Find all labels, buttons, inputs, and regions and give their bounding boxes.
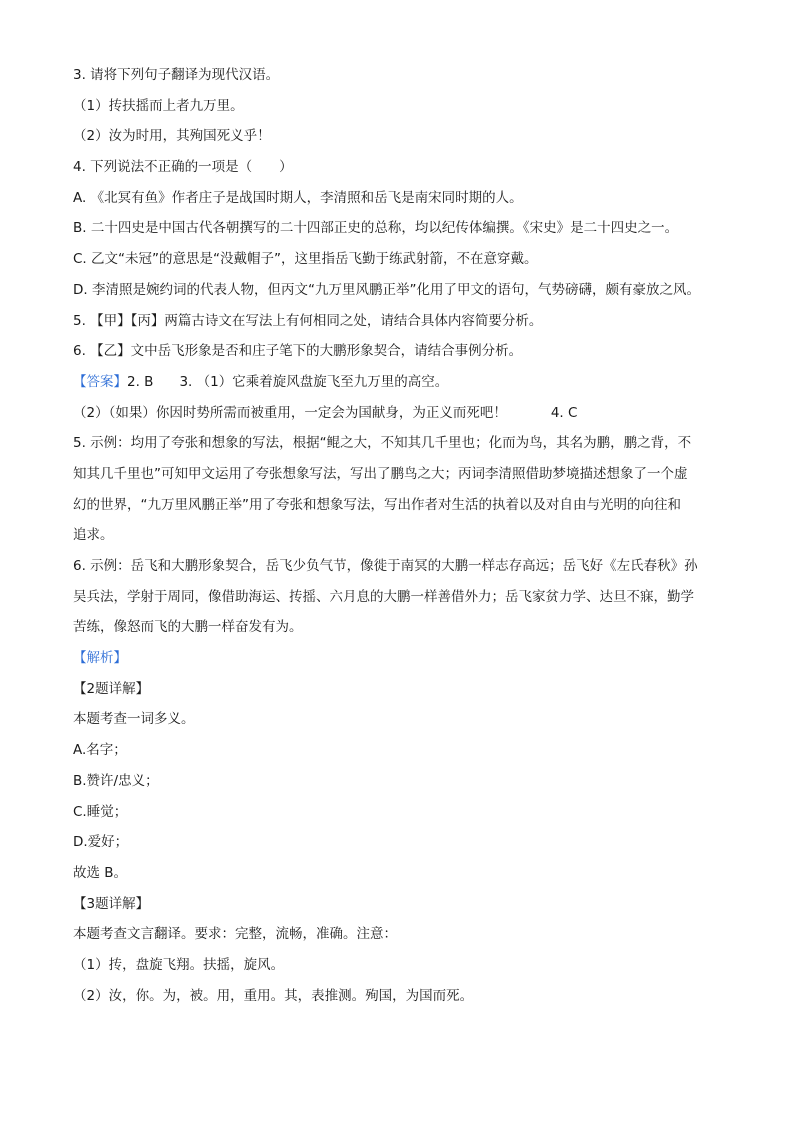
question-3-part-1: （1）抟扶摇而上者九万里。 [73,97,244,114]
answer-line-1 [73,371,725,393]
detail-2-option-d: D.爱好； [73,834,129,851]
answer-3-part-1: 3. （1）它乘着旋风盘旋飞至九万里的高空。 [179,373,449,390]
answer-6-line: 吴兵法，学射于周同，像借助海运、抟摇、六月息的大鹏一样善借外力；岳飞家贫力学、达旦不寐，勤学 [73,588,694,605]
detail-2-title: 【2题详解】 [73,680,150,697]
question-5: 5. 【甲】【丙】两篇古诗文在写法上有何相同之处，请结合具体内容简要分析。 [73,312,543,329]
analysis-tag: 【解析】 [73,650,127,667]
answer-3-part-2: （2）（如果）你因时势所需而被重用，一定会为国献身，为正义而死吧！ [73,404,507,421]
answer-6-line: 6. 示例：岳飞和大鹏形象契合，岳飞少负气节，像徙于南冥的大鹏一样志存高远；岳飞好《左氏春秋》孙 [73,558,698,574]
answer-line-2 [73,402,725,424]
answer-5-line: 幻的世界，“九万里风鹏正举”用了夸张和想象写法，写出作者对生活的执着以及对自由与光明的向往和 [73,496,681,513]
detail-2-option-a: A.名字； [73,742,127,759]
detail-3-intro: 本题考查文言翻译。要求：完整，流畅，准确。注意： [73,926,397,943]
answer-2: 2. B [127,373,154,390]
question-4-option-c: C. 乙文“未冠”的意思是“没戴帽子”，这里指岳飞勤于练武射箭，不在意穿戴。 [73,251,538,268]
question-6: 6. 【乙】文中岳飞形象是否和庄子笔下的大鹏形象契合，请结合事例分析。 [73,343,523,360]
question-4-option-b: B. 二十四史是中国古代各朝撰写的二十四部正史的总称，均以纪传体编撰。《宋史》是二十四史之一。 [73,220,679,237]
detail-2-intro: 本题考查一词多义。 [73,711,195,728]
answer-5-line: 知其几千里也”可知甲文运用了夸张想象写法，写出了鹏鸟之大；丙词李清照借助梦境描述想象了一个虚 [73,465,688,482]
answer-6 [73,555,725,638]
detail-2-option-b: B.赞许/忠义； [73,772,159,789]
question-3-part-2: （2）汝为时用，其殉国死义乎！ [73,128,271,145]
detail-3-title: 【3题详解】 [73,895,150,912]
question-3: 3. 请将下列句子翻译为现代汉语。 [73,67,280,83]
document-page [73,64,725,1015]
answer-6-line: 苦练，像怒而飞的大鹏一样奋发有为。 [73,619,303,636]
answer-5-line: 追求。 [73,527,114,544]
question-4: 4. 下列说法不正确的一项是（ ） [73,159,293,176]
question-4-option-a: A. 《北冥有鱼》作者庄子是战国时期人，李清照和岳飞是南宋同时期的人。 [73,189,523,206]
answer-5-line: 5. 示例：均用了夸张和想象的写法，根据“鲲之大，不知其几千里也；化而为鸟，其名为鹏，鹏之背，不 [73,435,692,452]
detail-3-part-2: （2）汝，你。为，被。用，重用。其，表推测。殉国，为国而死。 [73,987,474,1004]
answer-5 [73,432,725,546]
detail-2-conclusion: 故选 B。 [73,864,128,881]
detail-2-option-c: C.睡觉； [73,803,128,820]
detail-3-part-1: （1）抟，盘旋飞翔。扶摇，旋风。 [73,956,285,973]
answer-tag: 【答案】 [73,373,127,390]
answer-4: 4. C [550,404,578,421]
question-4-option-d: D. 李清照是婉约词的代表人物，但丙文“九万里风鹏正举”化用了甲文的语句，气势磅礴，颇有豪放之风。 [73,281,700,298]
